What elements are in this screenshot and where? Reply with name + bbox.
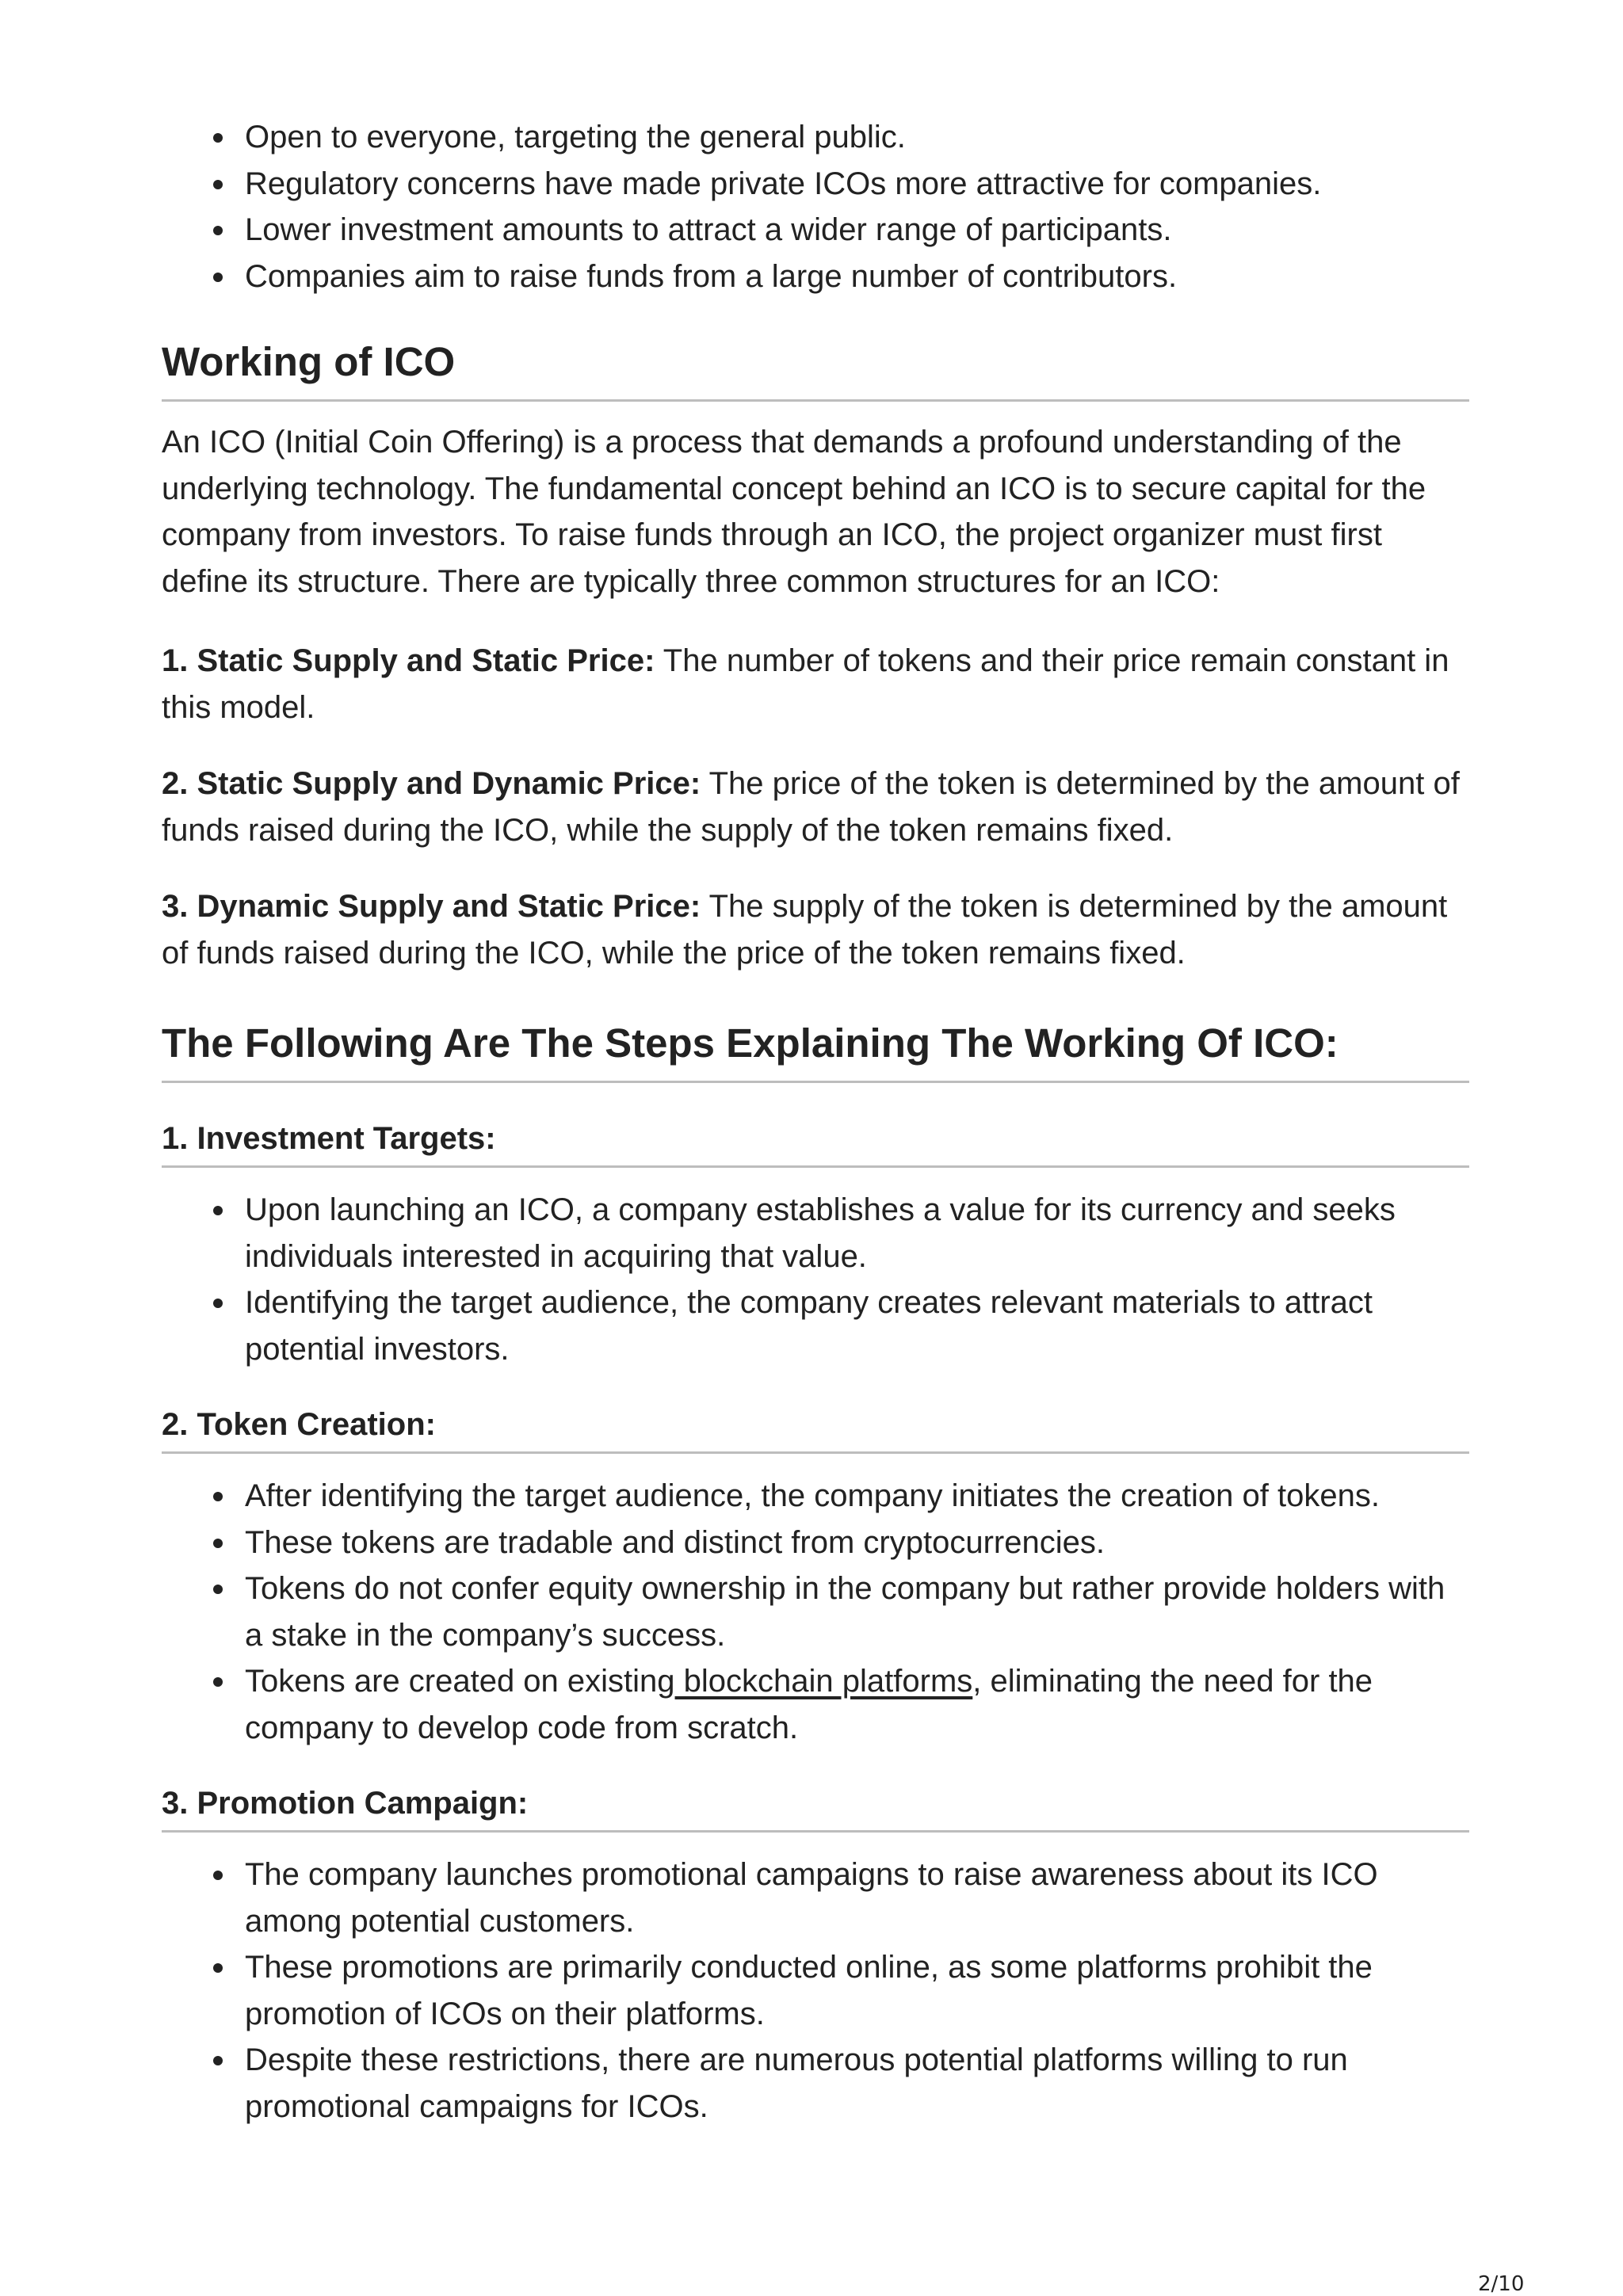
list-item: The company launches promotional campaigns to raise awareness about its ICO among potential customers. <box>245 1852 1469 1944</box>
token-bullet-list <box>162 1473 1469 1751</box>
working-paragraph: An ICO (Initial Coin Offering) is a process that demands a profound understanding of the underlying technology. The fundamental concept behind an ICO is to secure capital for the company from investors. To raise funds through an ICO, the project organizer must first define its structure. There are typically three common structures for an ICO: <box>162 425 1426 599</box>
section-heading-steps: The Following Are The Steps Explaining The Working Of ICO: <box>162 1019 1469 1083</box>
structure-3-label: 3. Dynamic Supply and Static Price: <box>162 889 701 924</box>
structure-2 <box>162 761 1469 853</box>
blockchain-platforms-link[interactable]: blockchain platforms <box>674 1664 973 1699</box>
structure-2-label: 2. Static Supply and Dynamic Price: <box>162 766 701 801</box>
list-item: These promotions are primarily conducted online, as some platforms prohibit the promotion of ICOs on their platforms. <box>245 1944 1469 2037</box>
list-item: Identifying the target audience, the company creates relevant materials to attract potential investors. <box>245 1280 1469 1372</box>
list-item: Companies aim to raise funds from a large number of contributors. <box>245 254 1469 300</box>
document-content <box>162 111 1469 2130</box>
structure-1 <box>162 638 1469 730</box>
list-item: These tokens are tradable and distinct from cryptocurrencies. <box>245 1520 1469 1566</box>
list-item: Upon launching an ICO, a company establishes a value for its currency and seeks individuals interested in acquiring that value. <box>245 1187 1469 1280</box>
list-item: After identifying the target audience, the company initiates the creation of tokens. <box>245 1473 1469 1520</box>
investment-bullet-list <box>162 1187 1469 1372</box>
structure-3 <box>162 883 1469 976</box>
link-bullet-before: Tokens are created on existing <box>245 1664 675 1699</box>
subheading-token-creation: 2. Token Creation: <box>162 1404 1469 1454</box>
structure-1-text: The number of tokens and their price remain constant in this model. <box>162 643 1449 725</box>
structure-1-label: 1. Static Supply and Static Price: <box>162 643 655 678</box>
list-item: Lower investment amounts to attract a wider range of participants. <box>245 207 1469 254</box>
list-item: Open to everyone, targeting the general public. <box>245 114 1469 161</box>
list-item: Tokens do not confer equity ownership in the company but rather provide holders with a stake in the company’s success. <box>245 1566 1469 1658</box>
structure-3-text: The supply of the token is determined by the amount of funds raised during the ICO, while the price of the token remains fixed. <box>162 889 1448 971</box>
subheading-investment-targets: 1. Investment Targets: <box>162 1118 1469 1168</box>
list-item: Despite these restrictions, there are numerous potential platforms willing to run promotional campaigns for ICOs. <box>245 2037 1469 2130</box>
link-bullet-after: , eliminating the need for the company to develop code from scratch. <box>245 1664 1373 1745</box>
list-item <box>245 1658 1469 1751</box>
page-number: 2/10 <box>1478 2272 1525 2296</box>
list-item: Regulatory concerns have made private ICOs more attractive for companies. <box>245 161 1469 208</box>
structure-2-text: The price of the token is determined by the amount of funds raised during the ICO, while the supply of the token remains fixed. <box>162 766 1460 848</box>
subheading-promotion-campaign: 3. Promotion Campaign: <box>162 1783 1469 1833</box>
intro-bullet-list <box>162 114 1469 299</box>
promotion-bullet-list <box>162 1852 1469 2130</box>
section-heading-working: Working of ICO <box>162 338 1469 402</box>
